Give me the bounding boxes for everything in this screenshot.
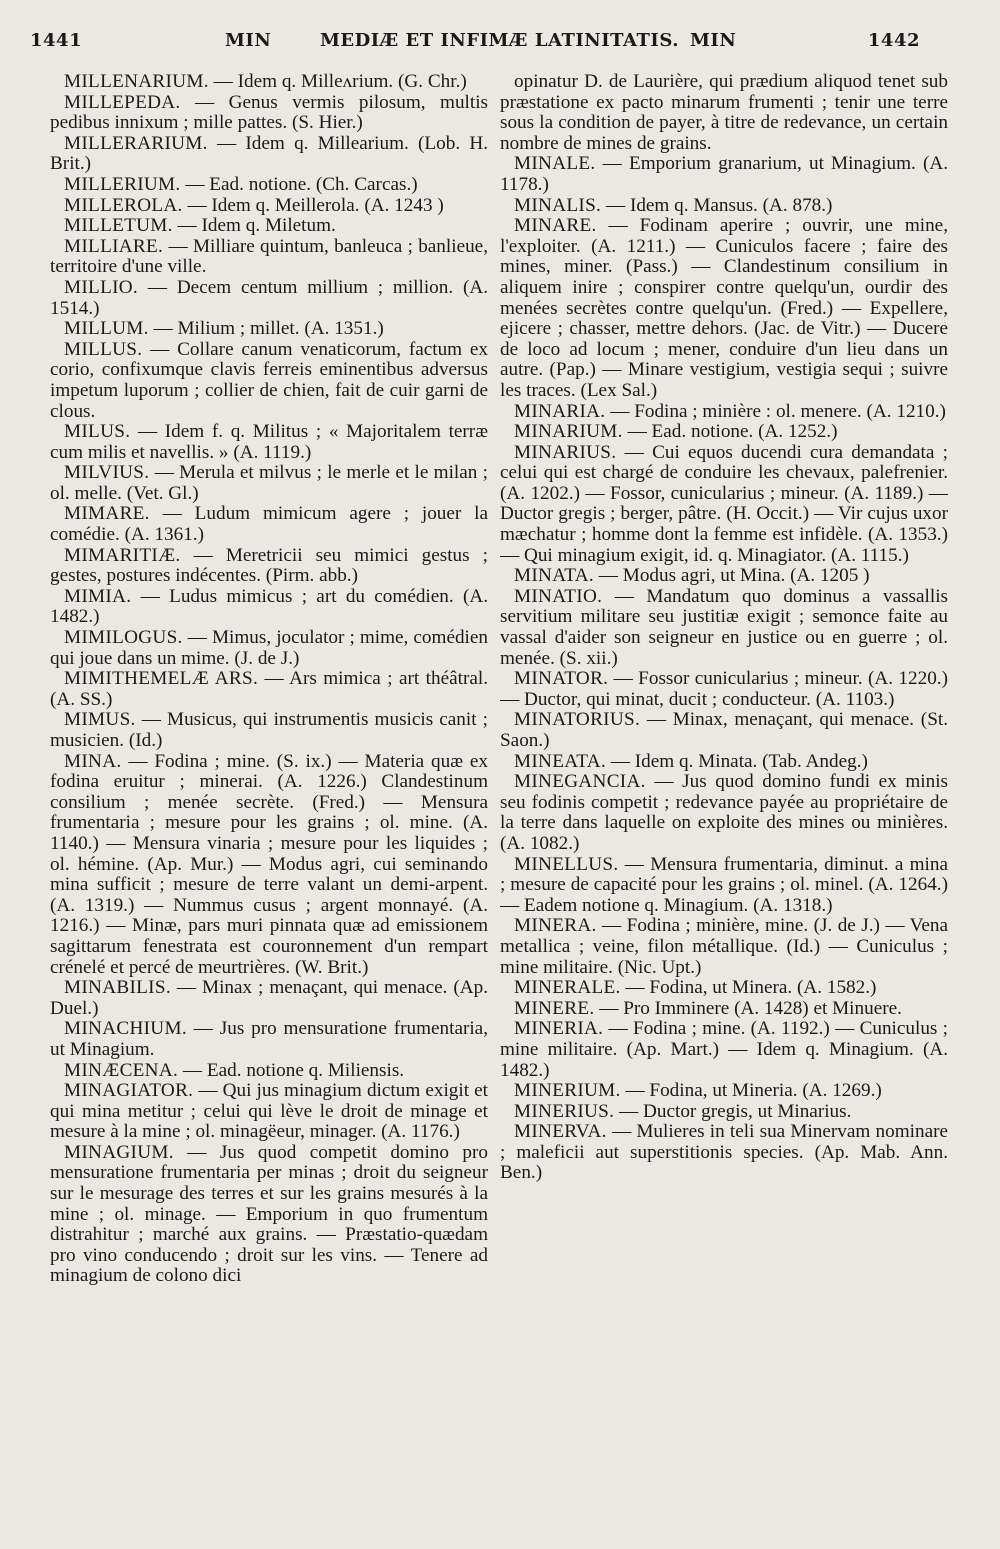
entry-headword: MINATIO. [514,585,603,607]
dictionary-entry [50,1019,488,1060]
entry-definition: — Musicus, qui instrumentis musicis canit ; musicien. (Id.) [50,709,488,751]
entry-headword: MINA. [64,750,122,772]
entry-definition: — Cui equos ducendi cura demandata ; celui qui est chargé de conduire les chevaux, palefrenier. (A. 1202.) — Fossor, cunicularius ; mineur. (A. 1189.) — Ductor gregis ; berger, pâtre. (H. Occit.) — Vir cujus uxor mæchatur ; homme dont la femme est infidèle. (A. 1353.) — Qui minagium exigit, id. q. Minagiator. (A. 1115.) [500,441,948,566]
entry-headword: MILLERIUM. [64,173,181,195]
dictionary-entry [500,1122,948,1184]
entry-definition: — Idem q. Miletum. [172,215,336,237]
entry-headword: MILLUS. [64,338,143,360]
dictionary-entry [50,710,488,751]
entry-definition: — Modus agri, ut Mina. (A. 1205 ) [593,565,870,587]
entry-definition: — Idem q. Millearium. (Lob. H. Brit.) [50,132,488,175]
right-page-number: 1442 [867,30,920,51]
entry-definition: — Milliare quintum, banleuca ; banlieue, territoire d'une ville. [50,235,488,278]
entry-definition: — Ludus mimicus ; art du comédien. (A. 1482.) [50,585,488,628]
entry-headword: MINAGIATOR. [64,1080,194,1102]
entry-definition: — Fodina ; minière, mine. (J. de J.) — Vena metallica ; veine, filon métallique. (Id.) — Cuniculus ; mine militaire. (Nic. Upt.) [500,915,948,978]
entry-headword: MINATORIUS. [514,709,641,731]
dictionary-entry [500,978,948,999]
dictionary-entry [500,587,948,669]
entry-definition: — Genus vermis pilosum, multis pedibus innixum ; mille pattes. (S. Hier.) [50,91,488,134]
entry-definition: — Fodina ; mine. (A. 1192.) — Cuniculus ; mine militaire. (Ap. Mart.) — Idem q. Minagium. (A. 1482.) [500,1018,948,1081]
entry-headword: MINACHIUM. [64,1018,187,1040]
dictionary-entry [50,319,488,340]
dictionary-entry [500,216,948,401]
entry-headword: MINEATA. [514,750,606,772]
dictionary-entry [500,196,948,217]
dictionary-entry [500,1081,948,1102]
entry-headword: MIMIA. [64,585,132,607]
dictionary-entry [50,978,488,1019]
entry-definition: — Mimus, joculator ; mime, comédien qui joue dans un mime. (J. de J.) [50,627,488,669]
entry-definition: — Ead. notione. (A. 1252.) [622,421,838,443]
entry-definition: — Fodina, ut Mineria. (A. 1269.) [620,1080,882,1102]
entry-definition: — Emporium granarium, ut Minagium. (A. 1178.) [500,153,948,195]
entry-headword: MINARIUM. [514,421,623,443]
running-header [30,30,920,60]
entry-definition: — Fodinam aperire ; ouvrir, une mine, l'exploiter. (A. 1211.) — Cuniculos facere ; faire des mines, miner. (Pass.) — Clandestinum consilium in aliquem inire ; conspirer contre quelqu'un, ourdir des menées secrètes contre quelqu'un. (Fred.) — Expellere, ejicere ; chasser, mettre dehors. (Jac. de Vitr.) — Ducere de loco ad locum ; mener, conduire d'un lieu dans un autre. (Pap.) — Minare vestigium, vestigia sequi ; suivre les traces. (Lex Sal.) [500,215,948,401]
entry-definition: — Idem q. Mansus. (A. 878.) [601,194,833,216]
dictionary-entry [50,628,488,669]
dictionary-entry [50,196,488,217]
entry-definition: — Mulieres in teli sua Minervam nominare ; maleficii aut superstitionis species. (Ap. Mab. Ann. Ben.) [500,1121,948,1184]
entry-headword: MINABILIS. [64,977,171,999]
dictionary-entry [500,566,948,587]
dictionary-entry [500,443,948,567]
entry-definition: — Meretricii seu mimici gestus ; gestes, postures indécentes. (Pirm. abb.) [50,544,488,587]
dictionary-entry [50,587,488,628]
entry-definition: — Ead. notione q. Miliensis. [178,1059,405,1081]
entry-headword: MINARE. [514,215,597,237]
dictionary-entry [500,855,948,917]
entry-definition: — Jus pro mensuratione frumentaria, ut Minagium. [50,1018,488,1060]
dictionary-entry [50,72,488,93]
left-column [50,72,488,1512]
entry-definition: — Minax ; menaçant, qui menace. (Ap. Duel.) [50,977,488,1019]
entry-definition: — Fodina ; mine. (S. ix.) — Materia quæ ex fodina eruitur ; minerai. (A. 1226.) Clandestinum consilium ; menée secrète. (Fred.) — Mensura frumentaria ; mesure pour les grains ; ol. mine. (A. 1140.) — Mensura vinaria ; mesure pour les liquides ; ol. hémine. (Ap. Mur.) — Modus agri, cui seminando mina sufficit ; mesure de terre valant un demi-arpent. (A. 1319.) — Nummus cusus ; argent monnayé. (A. 1216.) — Minæ, pars muri pinnata quæ ad emissionem sagittarum fenestrata est couronnement d'un rempart crénelé et percé de meurtrières. (W. Brit.) [50,750,488,978]
left-page-number: 1441 [30,30,83,51]
dictionary-entry [50,278,488,319]
entry-headword: MIMARITIÆ. [64,544,181,566]
entry-definition: — Merula et milvus ; le merle et le milan ; ol. melle. (Vet. Gl.) [50,462,488,504]
dictionary-entry [50,422,488,463]
dictionary-entry [50,175,488,196]
entry-headword: MINATOR. [514,668,609,690]
dictionary-entry [500,154,948,195]
dictionary-entry [500,916,948,978]
dictionary-entry [500,710,948,751]
entry-headword: MINERIUS. [514,1100,615,1122]
entry-headword: MINEGANCIA. [514,771,646,793]
entry-definition: — Minax, menaçant, qui menace. (St. Saon.) [500,709,948,751]
dictionary-entry [500,772,948,854]
dictionary-entry [50,1061,488,1082]
entry-headword: MILLENARIUM. [64,72,209,92]
entry-definition: — Mensura frumentaria, diminut. a mina ; mesure de capacité pour les grains ; ol. minel. (A. 1264.) — Eadem notione q. Minagium. (A. 1318.) [500,853,948,916]
entry-definition: — Collare canum venaticorum, factum ex corio, confixumque clavis ferreis eminentibus adversus impetum luporum ; collier de chien, fait de cuir garni de clous. [50,338,488,422]
dictionary-entry [500,752,948,773]
entry-headword: MINERVA. [514,1121,607,1143]
entry-headword: MILLERARIUM. [64,132,208,154]
entry-definition: — Fodina ; minière : ol. menere. (A. 1210.) [605,400,946,422]
entry-definition: — Ductor gregis, ut Minarius. [614,1100,852,1122]
entry-headword: MIMITHEMELÆ ARS. [64,668,259,690]
dictionary-entry [500,402,948,423]
entry-headword: MINERA. [514,915,597,937]
dictionary-entry [50,752,488,979]
left-guide-word: MIN [225,30,272,51]
entry-definition: opinatur D. de Laurière, qui prædium aliquod tenet sub præstatione ex pacto minarum frumenti ; tenir une terre sous la condition de payer, à titre de redevance, un certain nombre de mines de grains. [500,72,948,154]
dictionary-entry [50,134,488,175]
dictionary-entry [50,93,488,134]
entry-definition: — Ars mimica ; art théâtral. (A. SS.) [50,668,488,710]
dictionary-entry [50,669,488,710]
dictionary-entry [50,1143,488,1287]
entry-headword: MINATA. [514,565,594,587]
entry-headword: MINÆCENA. [64,1059,179,1081]
entry-headword: MIMILOGUS. [64,627,183,649]
dictionary-entry [500,669,948,710]
entry-headword: MILUS. [64,421,131,443]
dictionary-entry [50,504,488,545]
right-guide-word: MIN [690,30,737,51]
entry-headword: MILLIO. [64,276,139,298]
entry-headword: MINERIA. [514,1018,604,1040]
entry-definition: — Mandatum quo dominus a vassallis servitium militare seu justitiæ exigit ; semonce faite au vassal d'aider son seigneur en justice ou en guerre ; ol. menée. (S. xii.) [500,585,948,669]
entry-definition: — Jus quod competit domino pro mensuratione frumentaria per minas ; droit du seigneur sur le mesurage des terres et sur les grains mesurés à la mine ; ol. minage. — Emporium in quo frumentum distrahitur ; marché aux grains. — Præstatio-quædam pro vino conducendo ; droit sur les vins. — Tenere ad minagium de colono dici [50,1141,488,1287]
entry-headword: MILLETUM. [64,215,173,237]
entry-headword: MINARIA. [514,400,606,422]
entry-headword: MINERIUM. [514,1080,621,1102]
entry-definition: — Ead. notione. (Ch. Carcas.) [180,173,418,195]
right-column [500,72,948,1512]
entry-headword: MILLIARE. [64,235,164,257]
dictionary-entry [500,1102,948,1123]
dictionary-entry [500,72,948,154]
dictionary-entry [50,237,488,278]
dictionary-entry [50,463,488,504]
entry-headword: MIMUS. [64,709,136,731]
running-title: MEDIÆ ET INFIMÆ LATINITATIS. [320,30,679,51]
entry-definition: — Fossor cunicularius ; mineur. (A. 1220.) — Ductor, qui minat, ducit ; conducteur. (A. 1103.) [500,668,948,710]
entry-headword: MILLUM. [64,318,149,340]
entry-headword: MINALIS. [514,194,602,216]
dictionary-entry [50,340,488,422]
entry-definition: — Milium ; millet. (A. 1351.) [148,318,384,340]
dictionary-entry [50,546,488,587]
entry-headword: MINALE. [514,153,596,175]
entry-definition: — Pro Imminere (A. 1428) et Minuere. [594,997,902,1019]
dictionary-entry [50,216,488,237]
entry-headword: MINELLUS. [514,853,619,875]
entry-definition: — Jus quod domino fundi ex minis seu fodinis competit ; redevance payée au propriétaire de la terre dans laquelle on exploite des mines ou minières. (A. 1082.) [500,771,948,854]
entry-headword: MIMARE. [64,503,150,525]
dictionary-entry [500,999,948,1020]
entry-definition: — Decem centum millium ; million. (A. 1514.) [50,276,488,319]
entry-definition: — Idem q. Milleʌrium. (G. Chr.) [208,72,467,92]
entry-definition: — Idem q. Minata. (Tab. Andeg.) [606,750,868,772]
entry-definition: — Idem f. q. Militus ; « Majoritalem terræ cum milis et navellis. » (A. 1119.) [50,421,488,463]
dictionary-entry [500,1019,948,1081]
dictionary-entry [500,422,948,443]
entry-headword: MINARIUS. [514,441,617,463]
entry-headword: MINERALE. [514,977,621,999]
entry-headword: MILVIUS. [64,462,150,484]
entry-definition: — Ludum mimicum agere ; jouer la comédie. (A. 1361.) [50,503,488,546]
entry-definition: — Qui jus minagium dictum exigit et qui mina metitur ; celui qui lève le droit de minage et mesure à la mine ; ol. minagëeur, minager. (A. 1176.) [50,1080,488,1143]
entry-headword: MINERE. [514,997,595,1019]
entry-headword: MILLEROLA. [64,194,183,216]
dictionary-entry [50,1081,488,1143]
entry-headword: MINAGIUM. [64,1141,174,1163]
entry-headword: MILLEPEDA. [64,91,181,113]
entry-definition: — Idem q. Meillerola. (A. 1243 ) [182,194,444,216]
entry-definition: — Fodina, ut Minera. (A. 1582.) [620,977,877,999]
